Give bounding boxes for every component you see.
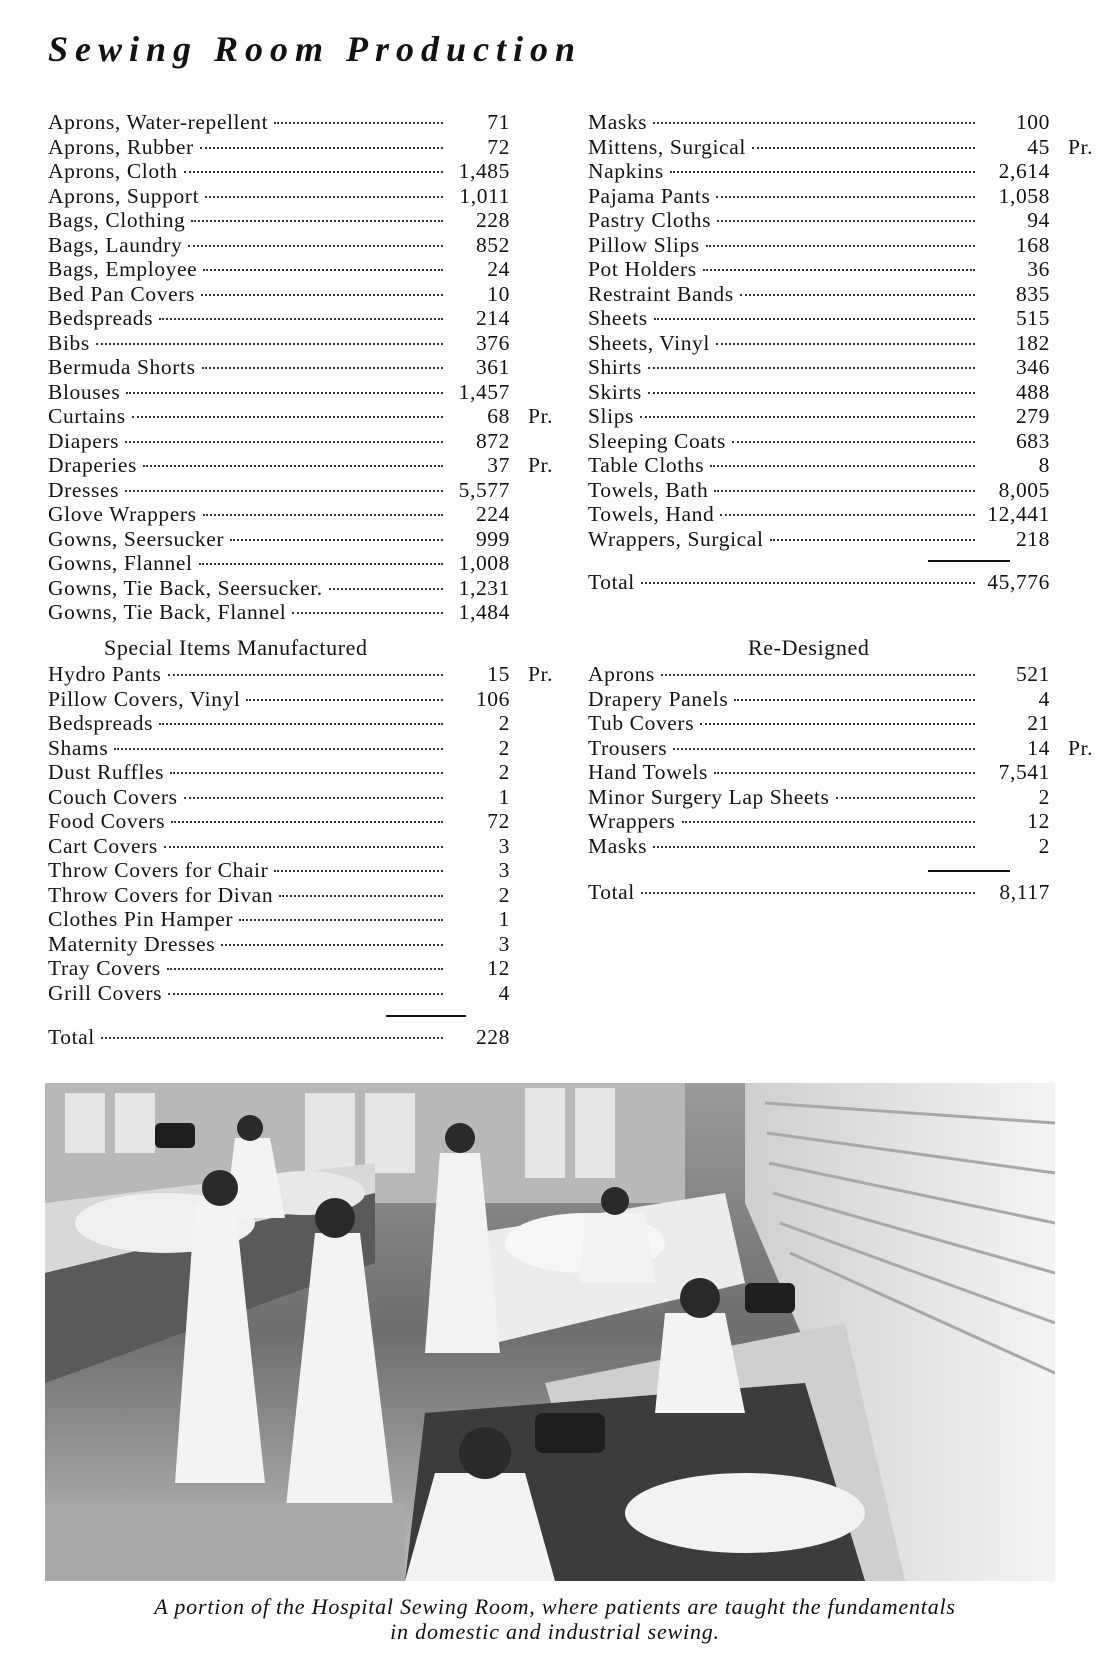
item-value: 2 (498, 735, 510, 760)
item-value: 999 (475, 526, 510, 551)
leader-dots (673, 748, 975, 750)
item-label: Aprons, Rubber (48, 134, 194, 159)
leader-dots (184, 797, 443, 799)
item-value: 71 (487, 110, 510, 134)
item-label: Aprons, Support (48, 183, 200, 208)
leader-dots (706, 245, 975, 247)
item-label: Food Covers (48, 809, 166, 833)
item-label: Aprons, Cloth (48, 159, 178, 183)
leader-dots (246, 699, 443, 701)
redesigned-total-rule (928, 870, 1010, 872)
item-label: Pajama Pants (588, 183, 711, 208)
list-item (588, 711, 1110, 736)
list-item (48, 159, 576, 184)
leader-dots (682, 821, 975, 823)
leader-dots (717, 220, 975, 222)
special-total (48, 1025, 576, 1050)
item-value: 1,008 (458, 551, 510, 575)
list-item (588, 208, 1110, 233)
leader-dots (661, 674, 975, 676)
item-value: 12,441 (987, 502, 1050, 526)
item-value: 94 (1027, 208, 1050, 232)
item-label: Wrappers, Surgical (588, 526, 764, 551)
production-total-value: 45,776 (987, 570, 1050, 594)
leader-dots (720, 514, 975, 516)
item-value: 1 (498, 784, 510, 809)
item-label: Pillow Slips (588, 232, 700, 257)
item-value: 1,011 (459, 183, 510, 208)
item-value: 5,577 (458, 477, 510, 502)
item-label: Curtains (48, 404, 126, 428)
redesigned-total-label: Total (588, 880, 635, 904)
list-item (588, 453, 1110, 478)
list-item (48, 809, 576, 834)
item-label: Couch Covers (48, 784, 178, 809)
leader-dots (188, 245, 443, 247)
item-label: Dust Ruffles (48, 760, 165, 784)
leader-dots (125, 441, 443, 443)
item-value: 346 (1015, 355, 1050, 379)
item-value: 218 (1015, 526, 1050, 551)
list-item (48, 527, 576, 552)
list-item (588, 135, 1110, 160)
item-label: Hydro Pants (48, 662, 162, 686)
list-item (588, 834, 1110, 859)
item-label: Shirts (588, 355, 642, 379)
item-label: Skirts (588, 379, 642, 404)
item-label: Draperies (48, 453, 137, 477)
list-item (48, 687, 576, 712)
list-item (48, 834, 576, 859)
list-item (48, 760, 576, 785)
list-item (588, 478, 1110, 503)
redesigned-total (588, 880, 1110, 905)
list-item (48, 907, 576, 932)
item-label: Mittens, Surgical (588, 134, 746, 159)
leader-dots (716, 343, 975, 345)
item-value: 36 (1027, 257, 1050, 281)
item-value: 279 (1015, 404, 1050, 428)
item-value: 45 (1027, 134, 1050, 159)
leader-dots (274, 870, 443, 872)
item-label: Masks (588, 110, 648, 134)
leader-dots (199, 563, 443, 565)
leader-dots (191, 220, 443, 222)
leader-dots (202, 367, 443, 369)
caption-line-1: A portion of the Hospital Sewing Room, where patients are taught the fundamentals (154, 1594, 956, 1619)
list-item (588, 282, 1110, 307)
item-value: 683 (1015, 428, 1050, 453)
item-unit: Pr. (1068, 735, 1094, 760)
list-item (48, 282, 576, 307)
production-list-right (588, 110, 1110, 551)
item-label: Sheets, Vinyl (588, 330, 710, 355)
list-item (48, 956, 576, 981)
leader-dots (159, 723, 443, 725)
leader-dots (159, 318, 443, 320)
item-label: Drapery Panels (588, 686, 729, 711)
leader-dots (184, 171, 443, 173)
item-label: Aprons, Water-repellent (48, 110, 269, 134)
list-item (48, 135, 576, 160)
list-item (48, 306, 576, 331)
leader-dots (170, 772, 443, 774)
item-value: 361 (475, 355, 510, 379)
item-label: Trousers (588, 735, 668, 760)
item-label: Throw Covers for Divan (48, 882, 274, 907)
list-item (588, 257, 1110, 282)
list-item (588, 785, 1110, 810)
item-label: Towels, Hand (588, 502, 715, 526)
redesigned-total-value: 8,117 (999, 880, 1050, 904)
list-item (48, 551, 576, 576)
item-value: 72 (487, 809, 510, 833)
list-item (48, 711, 576, 736)
list-item (588, 502, 1110, 527)
item-value: 1,231 (458, 575, 510, 600)
item-value: 21 (1027, 711, 1050, 735)
item-label: Aprons (588, 662, 655, 686)
item-value: 72 (487, 134, 510, 159)
list-item (588, 429, 1110, 454)
leader-dots (716, 196, 975, 198)
item-label: Restraint Bands (588, 281, 734, 306)
leader-dots (167, 968, 443, 970)
item-label: Blouses (48, 379, 121, 404)
item-label: Hand Towels (588, 760, 708, 784)
item-value: 8,005 (998, 477, 1050, 502)
item-value: 214 (475, 306, 510, 330)
list-item (588, 760, 1110, 785)
item-value: 14 (1027, 735, 1050, 760)
item-value: 2 (498, 882, 510, 907)
leader-dots (752, 147, 975, 149)
leader-dots (200, 147, 443, 149)
leader-dots (239, 919, 443, 921)
item-value: 4 (498, 980, 510, 1005)
list-item (588, 662, 1110, 687)
item-value: 37 (487, 453, 510, 477)
item-value: 24 (487, 257, 510, 281)
list-item (48, 858, 576, 883)
item-value: 8 (1038, 453, 1050, 477)
item-label: Sheets (588, 306, 648, 330)
item-label: Towels, Bath (588, 477, 709, 502)
item-value: 3 (498, 931, 510, 956)
item-value: 835 (1015, 281, 1050, 306)
list-item (588, 380, 1110, 405)
list-item (48, 257, 576, 282)
item-unit: Pr. (1068, 134, 1094, 159)
leader-dots (648, 367, 975, 369)
item-value: 1,484 (458, 600, 510, 624)
item-label: Table Cloths (588, 453, 705, 477)
leader-dots (329, 588, 443, 590)
item-value: 515 (1015, 306, 1050, 330)
leader-dots (732, 441, 975, 443)
item-value: 2,614 (998, 159, 1050, 183)
leader-dots (126, 392, 443, 394)
leader-dots (132, 416, 443, 418)
item-value: 521 (1015, 662, 1050, 686)
list-item (588, 233, 1110, 258)
special-items-heading: Special Items Manufactured (104, 635, 368, 660)
leader-dots (164, 846, 443, 848)
item-label: Diapers (48, 428, 120, 453)
list-item (48, 478, 576, 503)
item-value: 12 (487, 956, 510, 980)
sewing-room-photo (45, 1083, 1055, 1581)
list-item (48, 233, 576, 258)
list-item (48, 785, 576, 810)
item-label: Gowns, Tie Back, Seersucker. (48, 575, 323, 600)
leader-dots (714, 772, 975, 774)
special-total-value: 228 (475, 1025, 510, 1049)
leader-dots (703, 269, 975, 271)
item-unit: Pr. (528, 662, 554, 686)
item-value: 2 (498, 711, 510, 735)
leader-dots (640, 416, 975, 418)
item-label: Throw Covers for Chair (48, 858, 269, 882)
item-unit: Pr. (528, 404, 554, 428)
leader-dots (653, 846, 975, 848)
item-label: Tray Covers (48, 956, 161, 980)
item-label: Bed Pan Covers (48, 281, 195, 306)
item-label: Bags, Employee (48, 257, 198, 281)
item-label: Pillow Covers, Vinyl (48, 686, 241, 711)
item-value: 12 (1027, 809, 1050, 833)
list-item (588, 306, 1110, 331)
item-value: 15 (487, 662, 510, 686)
leader-dots (203, 514, 443, 516)
item-value: 68 (487, 404, 510, 428)
item-label: Napkins (588, 159, 664, 183)
leader-dots (653, 122, 975, 124)
redesigned-heading: Re-Designed (748, 635, 870, 660)
item-value: 1,457 (458, 379, 510, 404)
leader-dots (670, 171, 975, 173)
item-label: Gowns, Tie Back, Flannel (48, 600, 287, 624)
list-item (48, 331, 576, 356)
list-item (588, 736, 1110, 761)
list-item (48, 736, 576, 761)
item-label: Slips (588, 404, 635, 428)
list-item (588, 404, 1110, 429)
special-items-list (48, 662, 576, 1005)
list-item (588, 110, 1110, 135)
item-value: 2 (1038, 784, 1050, 809)
item-value: 872 (475, 428, 510, 453)
item-value: 100 (1015, 110, 1050, 134)
item-label: Bibs (48, 330, 90, 355)
item-value: 488 (1015, 379, 1050, 404)
list-item (588, 527, 1110, 552)
leader-dots (143, 465, 443, 467)
leader-dots (740, 294, 975, 296)
list-item (588, 809, 1110, 834)
item-label: Maternity Dresses (48, 931, 216, 956)
item-value: 852 (475, 232, 510, 257)
item-value: 182 (1015, 330, 1050, 355)
leader-dots (168, 993, 443, 995)
list-item (48, 404, 576, 429)
list-item (48, 981, 576, 1006)
list-item (48, 380, 576, 405)
leader-dots (714, 490, 975, 492)
leader-dots (734, 699, 975, 701)
item-label: Clothes Pin Hamper (48, 907, 234, 931)
leader-dots (203, 269, 443, 271)
leader-dots (230, 539, 443, 541)
leader-dots (205, 196, 443, 198)
leader-dots (274, 122, 443, 124)
item-label: Bags, Laundry (48, 232, 183, 257)
list-item (48, 576, 576, 601)
item-label: Bedspreads (48, 711, 154, 735)
leader-dots (171, 821, 443, 823)
item-label: Bags, Clothing (48, 208, 186, 232)
item-value: 376 (475, 330, 510, 355)
item-value: 2 (498, 760, 510, 784)
item-label: Minor Surgery Lap Sheets (588, 784, 830, 809)
list-item (48, 453, 576, 478)
item-value: 168 (1015, 232, 1050, 257)
leader-dots (770, 539, 975, 541)
item-label: Cart Covers (48, 833, 158, 858)
item-value: 224 (475, 502, 510, 526)
list-item (48, 502, 576, 527)
list-item (588, 159, 1110, 184)
leader-dots (700, 723, 975, 725)
production-list-left (48, 110, 576, 625)
item-label: Bedspreads (48, 306, 154, 330)
production-total-rule (928, 560, 1010, 562)
item-value: 1,485 (458, 159, 510, 183)
item-unit: Pr. (528, 453, 554, 477)
item-label: Grill Covers (48, 980, 163, 1005)
leader-dots (168, 674, 443, 676)
list-item (588, 184, 1110, 209)
leader-dots (654, 318, 975, 320)
item-value: 2 (1038, 833, 1050, 858)
item-label: Glove Wrappers (48, 502, 197, 526)
list-item (48, 184, 576, 209)
item-label: Gowns, Seersucker (48, 526, 225, 551)
item-label: Tub Covers (588, 711, 695, 735)
production-total-label: Total (588, 570, 635, 594)
item-value: 4 (1038, 686, 1050, 711)
item-value: 3 (498, 858, 510, 882)
list-item (48, 932, 576, 957)
leader-dots (648, 392, 975, 394)
list-item (48, 355, 576, 380)
list-item (588, 687, 1110, 712)
list-item (588, 331, 1110, 356)
leader-dots (96, 343, 443, 345)
item-label: Sleeping Coats (588, 428, 726, 453)
item-value: 1,058 (998, 183, 1050, 208)
item-label: Gowns, Flannel (48, 551, 193, 575)
leader-dots (710, 465, 975, 467)
list-item (48, 429, 576, 454)
production-total (588, 570, 1110, 595)
item-value: 10 (487, 281, 510, 306)
list-item (48, 883, 576, 908)
caption-line-2: in domestic and industrial sewing. (390, 1619, 720, 1644)
item-value: 106 (475, 686, 510, 711)
list-item (588, 355, 1110, 380)
leader-dots (201, 294, 443, 296)
photo-caption (40, 1594, 1070, 1644)
leader-dots (125, 490, 443, 492)
leader-dots (114, 748, 443, 750)
list-item (48, 662, 576, 687)
item-label: Pot Holders (588, 257, 697, 281)
special-total-label: Total (48, 1025, 95, 1049)
item-label: Bermuda Shorts (48, 355, 196, 379)
item-value: 7,541 (998, 760, 1050, 784)
item-label: Pastry Cloths (588, 208, 712, 232)
item-value: 1 (498, 907, 510, 931)
list-item (48, 110, 576, 135)
special-total-rule (386, 1015, 466, 1017)
redesigned-list (588, 662, 1110, 858)
leader-dots (221, 944, 443, 946)
list-item (48, 600, 576, 625)
item-label: Masks (588, 833, 648, 858)
item-label: Dresses (48, 477, 120, 502)
leader-dots (292, 612, 443, 614)
page-title: Sewing Room Production (48, 29, 583, 69)
list-item (48, 208, 576, 233)
leader-dots (836, 797, 975, 799)
item-label: Wrappers (588, 809, 676, 833)
item-label: Shams (48, 735, 109, 760)
item-value: 228 (475, 208, 510, 232)
item-value: 3 (498, 833, 510, 858)
leader-dots (279, 895, 443, 897)
